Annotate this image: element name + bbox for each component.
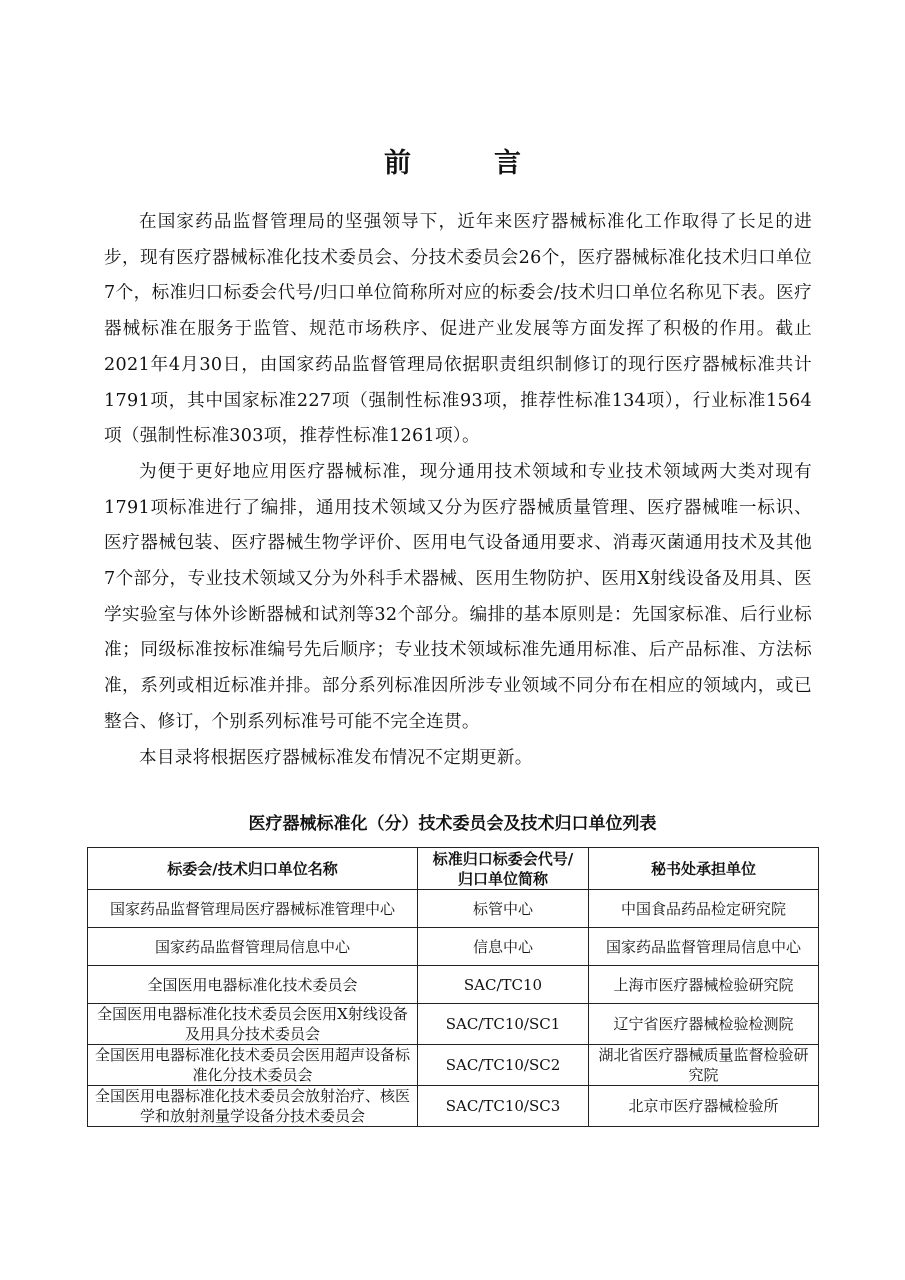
cell-secretariat: 辽宁省医疗器械检验检测院 <box>589 1004 819 1045</box>
preface-body <box>104 205 812 776</box>
paragraph-overview: 在国家药品监督管理局的坚强领导下，近年来医疗器械标准化工作取得了长足的进步，现有医疗器械标准化技术委员会、分技术委员会26个，医疗器械标准化技术归口单位7个，标准归口标委会代号/归口单位简称所对应的标委会/技术归口单位名称见下表。医疗器械标准在服务于监管、规范市场秩序、促进产业发展等方面发挥了积极的作用。截止2021年4月30日，由国家药品监督管理局依据职责组织制修订的现行医疗器械标准共计1791项，其中国家标准227项（强制性标准93项，推荐性标准134项），行业标准1564项（强制性标准303项，推荐性标准1261项）。 <box>104 212 812 447</box>
cell-secretariat: 北京市医疗器械检验所 <box>589 1086 819 1127</box>
cell-name: 国家药品监督管理局信息中心 <box>88 928 418 966</box>
cell-name: 全国医用电器标准化技术委员会医用X射线设备及用具分技术委员会 <box>88 1004 418 1045</box>
table-row <box>88 966 819 1004</box>
table-row <box>88 1045 819 1086</box>
cell-code: SAC/TC10/SC2 <box>418 1045 589 1086</box>
cell-name: 国家药品监督管理局医疗器械标准管理中心 <box>88 890 418 928</box>
paragraph-arrangement: 为便于更好地应用医疗器械标准，现分通用技术领域和专业技术领域两大类对现有1791项标准进行了编排，通用技术领域又分为医疗器械质量管理、医疗器械唯一标识、医疗器械包装、医疗器械生物学评价、医用电气设备通用要求、消毒灭菌通用技术及其他7个部分，专业技术领域又分为外科手术器械、医用生物防护、医用X射线设备及用具、医学实验室与体外诊断器械和试剂等32个部分。编排的基本原则是：先国家标准、后行业标准；同级标准按标准编号先后顺序；专业技术领域标准先通用标准、后产品标准、方法标准，系列或相近标准并排。部分系列标准因所涉专业领域不同分布在相应的领域内，或已整合、修订，个别系列标准号可能不完全连贯。 <box>104 461 812 732</box>
cell-name: 全国医用电器标准化技术委员会 <box>88 966 418 1004</box>
cell-code: SAC/TC10 <box>418 966 589 1004</box>
header-code-line1: 标准归口标委会代号/ <box>432 849 574 868</box>
cell-secretariat: 上海市医疗器械检验研究院 <box>589 966 819 1004</box>
cell-secretariat: 湖北省医疗器械质量监督检验研究院 <box>589 1045 819 1086</box>
cell-secretariat: 国家药品监督管理局信息中心 <box>589 928 819 966</box>
table-header-row <box>88 848 819 890</box>
table-row <box>88 890 819 928</box>
cell-code: 标管中心 <box>418 890 589 928</box>
cell-secretariat: 中国食品药品检定研究院 <box>589 890 819 928</box>
cell-code: SAC/TC10/SC3 <box>418 1086 589 1127</box>
header-code <box>418 848 589 890</box>
header-name: 标委会/技术归口单位名称 <box>88 848 418 890</box>
header-code-line2: 归口单位简称 <box>457 869 548 888</box>
table-row <box>88 1086 819 1127</box>
cell-name: 全国医用电器标准化技术委员会医用超声设备标准化分技术委员会 <box>88 1045 418 1086</box>
cell-code: 信息中心 <box>418 928 589 966</box>
table-title: 医疗器械标准化（分）技术委员会及技术归口单位列表 <box>248 814 657 834</box>
header-secretariat: 秘书处承担单位 <box>589 848 819 890</box>
cell-name: 全国医用电器标准化技术委员会放射治疗、核医学和放射剂量学设备分技术委员会 <box>88 1086 418 1127</box>
cell-code: SAC/TC10/SC1 <box>418 1004 589 1045</box>
committee-table <box>87 847 819 1127</box>
paragraph-update-note: 本目录将根据医疗器械标准发布情况不定期更新。 <box>139 747 533 768</box>
table-row <box>88 928 819 966</box>
page-title: 前 言 <box>384 148 549 179</box>
table-row <box>88 1004 819 1045</box>
